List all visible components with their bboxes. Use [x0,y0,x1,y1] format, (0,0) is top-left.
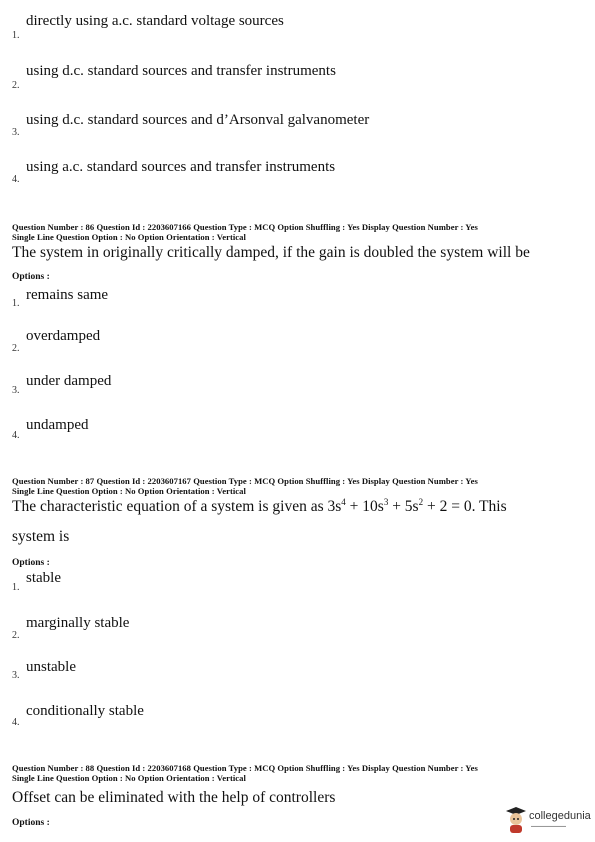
option-number: 3. [12,670,20,681]
option-text: using d.c. standard sources and d’Arsonval galvanometer [26,112,370,128]
options-label: Options : [12,818,50,828]
question-text: The characteristic equation of a system is given as $3s^4 + 10s^3 + 5s^2 + 2 = 0$. This [12,497,507,515]
question-text: The system in originally critically damped, if the gain is doubled the system will be [12,244,530,261]
option-number: 4. [12,174,20,185]
option-text: overdamped [26,328,101,344]
option-number: 1. [12,298,20,309]
option-number: 2. [12,343,20,354]
option-text: directly using a.c. standard voltage sources [26,13,284,29]
question-meta: Question Number : 87 Question Id : 2203607167 Question Type : MCQ Option Shuffling : Yes Display Question Number : Yes Single Line Question Option : No Option Orientation : Vertical [12,476,478,496]
option-number: 2. [12,630,20,641]
option-text: marginally stable [26,615,130,631]
option-text: using d.c. standard sources and transfer instruments [26,63,336,79]
option-number: 3. [12,127,20,138]
option-text: using a.c. standard sources and transfer instruments [26,159,336,175]
mascot-icon [505,806,527,834]
question-meta: Question Number : 86 Question Id : 2203607166 Question Type : MCQ Option Shuffling : Yes Display Question Number : Yes Single Line Question Option : No Option Orientation : Vertical [12,222,478,242]
option-text: unstable [26,659,76,675]
option-number: 4. [12,430,20,441]
option-number: 1. [12,582,20,593]
option-text: undamped [26,417,89,433]
option-number: 4. [12,717,20,728]
question-text: Offset can be eliminated with the help of controllers [12,789,336,806]
option-text: conditionally stable [26,703,144,719]
question-meta: Question Number : 88 Question Id : 2203607168 Question Type : MCQ Option Shuffling : Yes Display Question Number : Yes Single Line Question Option : No Option Orientation : Vertical [12,763,478,783]
options-label: Options : [12,272,50,282]
option-number: 3. [12,385,20,396]
options-label: Options : [12,558,50,568]
option-number: 2. [12,80,20,91]
collegedunia-logo: collegedunia ▬▬▬▬▬▬▬▬▬▬ [505,805,593,835]
option-text: stable [26,570,61,586]
logo-tagline: ▬▬▬▬▬▬▬▬▬▬ [531,824,566,828]
option-text: under damped [26,373,112,389]
question-text-continued: system is [12,528,70,545]
option-text: remains same [26,287,109,303]
option-number: 1. [12,30,20,41]
